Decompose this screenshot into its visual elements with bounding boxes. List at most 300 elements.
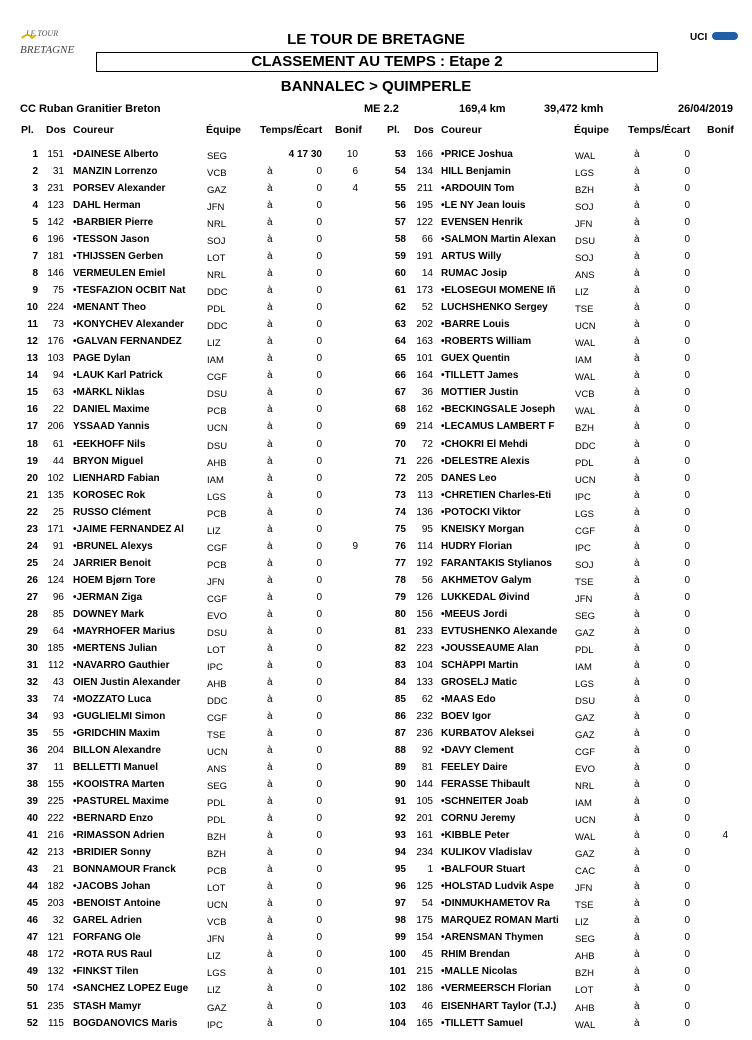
col-pl: Pl. <box>387 124 400 136</box>
row-dossard: 225 <box>47 796 64 808</box>
row-rider-name: SCHÄPPI Martin <box>441 659 519 671</box>
row-rider-name: EISENHART Taylor (T.J.) <box>441 1000 557 1012</box>
row-time: 0 <box>684 762 690 774</box>
row-team: BZH <box>575 968 594 980</box>
row-time-prefix: à <box>267 881 273 893</box>
row-place: 86 <box>394 710 406 722</box>
row-dossard: 61 <box>52 438 64 450</box>
row-team: PDL <box>575 457 594 469</box>
row-time-prefix: à <box>634 591 640 603</box>
row-place: 18 <box>26 438 38 450</box>
row-dossard: 25 <box>52 506 64 518</box>
row-team: DDC <box>207 321 228 333</box>
row-place: 90 <box>394 779 406 791</box>
row-time: 0 <box>684 455 690 467</box>
row-time-prefix: à <box>267 319 273 331</box>
row-team: VCB <box>207 917 227 929</box>
row-place: 17 <box>26 421 38 433</box>
row-rider-name: BONNAMOUR Franck <box>73 864 176 876</box>
row-team: BZH <box>575 185 594 197</box>
row-place: 38 <box>26 779 38 791</box>
row-dossard: 101 <box>416 353 433 365</box>
row-time: 0 <box>316 864 322 876</box>
row-time-prefix: à <box>267 370 273 382</box>
row-team: GAZ <box>575 712 595 724</box>
row-place: 65 <box>394 353 406 365</box>
row-rider-name: BOGDANOVICS Maris <box>73 1017 178 1029</box>
row-rider-name: •MENANT Theo <box>73 302 146 314</box>
row-time: 0 <box>316 745 322 757</box>
row-time: 0 <box>316 302 322 314</box>
row-dossard: 123 <box>47 200 64 212</box>
row-team: CGF <box>207 542 228 554</box>
row-time: 0 <box>684 745 690 757</box>
row-dossard: 103 <box>47 353 64 365</box>
row-rider-name: •ARDOUIN Tom <box>441 183 515 195</box>
row-time-prefix: à <box>267 813 273 825</box>
row-rider-name: GUEX Quentin <box>441 353 510 365</box>
row-time-prefix: à <box>634 659 640 671</box>
row-dossard: 174 <box>47 983 64 995</box>
row-place: 53 <box>394 149 406 160</box>
row-dossard: 201 <box>416 813 433 825</box>
row-time-prefix: à <box>267 762 273 774</box>
row-dossard: 72 <box>421 438 433 450</box>
row-place: 61 <box>394 285 406 297</box>
row-rider-name: FEELEY Daire <box>441 762 508 774</box>
row-time-prefix: à <box>634 625 640 637</box>
row-dossard: 55 <box>52 728 64 740</box>
row-time-prefix: à <box>634 302 640 314</box>
row-team: JFN <box>575 219 593 231</box>
row-time: 0 <box>316 353 322 365</box>
row-dossard: 44 <box>52 455 64 467</box>
row-time: 0 <box>684 353 690 365</box>
row-rider-name: EVENSEN Henrik <box>441 217 523 229</box>
row-time-prefix: à <box>267 847 273 859</box>
row-dossard: 73 <box>52 319 64 331</box>
row-time: 0 <box>316 728 322 740</box>
row-time-prefix: à <box>634 864 640 876</box>
row-time-prefix: à <box>267 591 273 603</box>
row-rider-name: •GUGLIELMI Simon <box>73 710 166 722</box>
row-time: 0 <box>316 915 322 927</box>
row-rider-name: LUKKEDAL Øivind <box>441 591 530 603</box>
row-team: WAL <box>575 832 596 844</box>
row-place: 14 <box>26 370 38 382</box>
row-place: 89 <box>394 762 406 774</box>
row-place: 63 <box>394 319 406 331</box>
row-time: 0 <box>684 370 690 382</box>
row-team: PDL <box>207 798 226 810</box>
row-time-prefix: à <box>634 455 640 467</box>
row-rider-name: •CHOKRI El Mehdi <box>441 438 528 450</box>
row-time: 0 <box>684 506 690 518</box>
row-time-prefix: à <box>267 608 273 620</box>
row-time-prefix: à <box>267 949 273 961</box>
row-place: 30 <box>26 642 38 654</box>
row-time: 0 <box>316 932 322 944</box>
row-rider-name: CORNU Jeremy <box>441 813 516 825</box>
row-dossard: 125 <box>416 881 433 893</box>
row-rider-name: •LAUK Karl Patrick <box>73 370 163 382</box>
row-time: 0 <box>316 1000 322 1012</box>
row-rider-name: MARQUEZ ROMAN Marti <box>441 915 559 927</box>
row-time-prefix: à <box>634 966 640 978</box>
row-dossard: 104 <box>416 659 433 671</box>
row-time: 0 <box>684 847 690 859</box>
row-dossard: 235 <box>47 1000 64 1012</box>
row-dossard: 173 <box>416 285 433 297</box>
row-place: 87 <box>394 728 406 740</box>
row-dossard: 161 <box>416 830 433 842</box>
row-time-prefix: à <box>267 404 273 416</box>
row-time: 0 <box>316 234 322 246</box>
row-time: 0 <box>316 268 322 280</box>
row-dossard: 233 <box>416 625 433 637</box>
row-time: 0 <box>316 217 322 229</box>
row-time: 0 <box>316 540 322 552</box>
row-place: 62 <box>394 302 406 314</box>
row-dossard: 105 <box>416 796 433 808</box>
row-place: 96 <box>394 881 406 893</box>
row-dossard: 93 <box>52 710 64 722</box>
row-dossard: 164 <box>416 370 433 382</box>
row-bonif: 10 <box>346 149 358 160</box>
row-rider-name: •DINMUKHAMETOV Ra <box>441 898 550 910</box>
row-team: ANS <box>207 764 227 776</box>
row-team: GAZ <box>207 185 227 197</box>
row-time: 0 <box>316 898 322 910</box>
row-team: PCB <box>207 866 227 878</box>
row-team: SEG <box>575 610 596 622</box>
row-rider-name: •JACOBS Johan <box>73 881 151 893</box>
row-dossard: 133 <box>416 676 433 688</box>
col-bonif: Bonif <box>335 124 362 136</box>
row-rider-name: •BALFOUR Stuart <box>441 864 526 876</box>
row-team: DSU <box>207 389 228 401</box>
row-time-prefix: à <box>634 540 640 552</box>
row-time: 0 <box>316 472 322 484</box>
row-dossard: 236 <box>416 728 433 740</box>
row-time-prefix: à <box>634 489 640 501</box>
row-time: 0 <box>684 676 690 688</box>
row-place: 36 <box>26 745 38 757</box>
row-dossard: 142 <box>47 217 64 229</box>
row-place: 49 <box>26 966 38 978</box>
row-dossard: 121 <box>47 932 64 944</box>
row-rider-name: STASH Mamyr <box>73 1000 142 1012</box>
row-time: 0 <box>684 438 690 450</box>
row-team: GAZ <box>575 730 595 742</box>
row-dossard: 165 <box>416 1017 433 1029</box>
row-dossard: 192 <box>416 557 433 569</box>
row-dossard: 156 <box>416 608 433 620</box>
row-place: 15 <box>26 387 38 399</box>
row-time: 0 <box>684 710 690 722</box>
row-rider-name: FERASSE Thibault <box>441 779 530 791</box>
stage-distance: 169,4 km <box>459 103 506 115</box>
page-title: LE TOUR DE BRETAGNE <box>287 31 465 48</box>
row-time-prefix: à <box>634 693 640 705</box>
row-time: 0 <box>316 421 322 433</box>
row-place: 46 <box>26 915 38 927</box>
row-place: 74 <box>394 506 406 518</box>
row-time: 0 <box>684 813 690 825</box>
row-time-prefix: à <box>634 745 640 757</box>
row-dossard: 182 <box>47 881 64 893</box>
row-team: GAZ <box>575 849 595 861</box>
row-time-prefix: à <box>634 762 640 774</box>
row-rider-name: BRYON Miguel <box>73 455 144 467</box>
row-time: 0 <box>684 966 690 978</box>
row-time-prefix: à <box>634 779 640 791</box>
row-dossard: 114 <box>417 540 433 552</box>
row-place: 7 <box>32 251 38 263</box>
row-dossard: 74 <box>52 693 64 705</box>
row-team: JFN <box>575 593 593 605</box>
row-time: 0 <box>684 898 690 910</box>
row-dossard: 231 <box>47 183 64 195</box>
row-time-prefix: à <box>267 200 273 212</box>
row-time: 0 <box>684 336 690 348</box>
row-time-prefix: à <box>267 983 273 995</box>
row-place: 32 <box>26 676 38 688</box>
row-team: AHB <box>207 457 227 469</box>
row-time-prefix: à <box>267 898 273 910</box>
row-dossard: 1 <box>427 864 433 876</box>
row-time: 0 <box>684 642 690 654</box>
row-place: 19 <box>26 455 38 467</box>
row-time-prefix: à <box>267 830 273 842</box>
row-time: 0 <box>684 149 690 160</box>
row-dossard: 136 <box>416 506 433 518</box>
row-time-prefix: à <box>267 796 273 808</box>
row-team: NRL <box>575 781 595 793</box>
row-rider-name: •TILLETT Samuel <box>441 1017 523 1029</box>
row-place: 5 <box>32 217 38 229</box>
row-bonif: 4 <box>722 830 728 842</box>
row-time: 0 <box>316 642 322 654</box>
row-time-prefix: à <box>634 710 640 722</box>
row-dossard: 206 <box>47 421 64 433</box>
row-place: 9 <box>32 285 38 297</box>
row-place: 47 <box>26 932 38 944</box>
row-team: IAM <box>575 355 592 367</box>
row-team: LGS <box>575 168 595 180</box>
row-dossard: 91 <box>52 540 64 552</box>
row-dossard: 132 <box>47 966 64 978</box>
row-time: 0 <box>316 523 322 535</box>
row-time-prefix: à <box>634 728 640 740</box>
stage-route: BANNALEC > QUIMPERLE <box>280 78 472 95</box>
row-time-prefix: à <box>634 898 640 910</box>
row-dossard: 112 <box>48 659 64 671</box>
row-time-prefix: à <box>267 864 273 876</box>
row-team: UCN <box>575 321 596 333</box>
row-dossard: 45 <box>421 949 433 961</box>
row-place: 66 <box>394 370 406 382</box>
row-rider-name: •PASTUREL Maxime <box>73 796 169 808</box>
row-dossard: 134 <box>416 166 433 178</box>
row-team: DSU <box>575 695 596 707</box>
row-place: 104 <box>389 1017 406 1029</box>
row-time: 0 <box>684 932 690 944</box>
row-place: 91 <box>394 796 406 808</box>
row-time-prefix: à <box>267 1000 273 1012</box>
row-dossard: 14 <box>421 268 433 280</box>
row-time-prefix: à <box>267 915 273 927</box>
row-time-prefix: à <box>634 438 640 450</box>
row-time: 0 <box>316 438 322 450</box>
row-place: 52 <box>26 1017 38 1029</box>
row-rider-name: •KIBBLE Peter <box>441 830 510 842</box>
row-rider-name: VERMEULEN Emiel <box>73 268 166 280</box>
row-time-prefix: à <box>634 183 640 195</box>
row-team: LIZ <box>207 525 221 537</box>
row-place: 11 <box>27 319 38 331</box>
col-temps: Temps/Écart <box>260 124 323 136</box>
row-time: 0 <box>684 1000 690 1012</box>
row-time-prefix: à <box>267 966 273 978</box>
row-rider-name: •EEKHOFF Nils <box>73 438 146 450</box>
row-rider-name: •DAINESE Alberto <box>73 149 159 160</box>
row-place: 16 <box>26 404 38 416</box>
row-time-prefix: à <box>634 421 640 433</box>
row-dossard: 52 <box>421 302 433 314</box>
row-place: 44 <box>26 881 38 893</box>
row-dossard: 163 <box>416 336 433 348</box>
row-rider-name: •SALMON Martin Alexan <box>441 234 556 246</box>
row-dossard: 155 <box>47 779 64 791</box>
row-time-prefix: à <box>267 693 273 705</box>
row-time: 0 <box>684 387 690 399</box>
row-team: PDL <box>207 304 226 316</box>
row-time: 0 <box>316 166 322 178</box>
row-time-prefix: à <box>267 438 273 450</box>
row-dossard: 223 <box>416 642 433 654</box>
row-place: 59 <box>394 251 406 263</box>
row-dossard: 95 <box>421 523 433 535</box>
row-dossard: 92 <box>421 745 433 757</box>
row-dossard: 203 <box>47 898 64 910</box>
row-place: 51 <box>26 1000 38 1012</box>
row-time-prefix: à <box>634 166 640 178</box>
row-rider-name: AKHMETOV Galym <box>441 574 532 586</box>
row-team: DSU <box>575 236 596 248</box>
row-team: VCB <box>207 168 227 180</box>
row-dossard: 166 <box>416 149 433 160</box>
row-time: 0 <box>684 830 690 842</box>
row-team: LIZ <box>207 338 221 350</box>
row-time: 0 <box>316 183 322 195</box>
row-rider-name: •MERTENS Julian <box>73 642 158 654</box>
row-team: NRL <box>207 219 227 231</box>
row-time-prefix: à <box>267 1017 273 1029</box>
row-rider-name: •RIMASSON Adrien <box>73 830 165 842</box>
row-dossard: 226 <box>416 455 433 467</box>
row-rider-name: HILL Benjamin <box>441 166 511 178</box>
row-time: 0 <box>316 779 322 791</box>
row-time: 0 <box>316 404 322 416</box>
row-team: IAM <box>207 474 224 486</box>
row-time-prefix: à <box>634 608 640 620</box>
row-time: 0 <box>684 693 690 705</box>
row-time: 0 <box>684 183 690 195</box>
row-rider-name: •JOUSSEAUME Alan <box>441 642 539 654</box>
row-dossard: 185 <box>47 642 64 654</box>
row-time-prefix: à <box>267 659 273 671</box>
row-team: PCB <box>207 508 227 520</box>
row-time-prefix: à <box>267 642 273 654</box>
row-time: 0 <box>684 217 690 229</box>
row-place: 81 <box>394 625 406 637</box>
row-rider-name: JARRIER Benoit <box>73 557 151 569</box>
row-place: 60 <box>394 268 406 280</box>
row-team: LGS <box>575 508 595 520</box>
row-time-prefix: à <box>634 796 640 808</box>
row-rider-name: GROŠELJ Matic <box>441 676 518 688</box>
row-place: 48 <box>26 949 38 961</box>
row-rider-name: •ARENSMAN Thymen <box>441 932 544 944</box>
row-rider-name: •GALVAN FERNANDEZ <box>73 336 182 348</box>
row-team: BZH <box>207 849 226 861</box>
row-rider-name: •HOLSTAD Ludvik Aspe <box>441 881 554 893</box>
row-team: CGF <box>207 593 228 605</box>
row-time: 0 <box>316 608 322 620</box>
row-place: 55 <box>394 183 406 195</box>
row-team: BZH <box>575 423 594 435</box>
row-place: 29 <box>26 625 38 637</box>
row-time: 0 <box>684 728 690 740</box>
row-time: 0 <box>684 523 690 535</box>
row-rider-name: •TESFAZION OCBIT Nat <box>73 285 186 297</box>
row-team: TSE <box>575 900 594 912</box>
row-dossard: 102 <box>47 472 64 484</box>
row-time: 0 <box>316 881 322 893</box>
row-dossard: 66 <box>421 234 433 246</box>
row-time-prefix: à <box>267 166 273 178</box>
row-place: 77 <box>394 557 406 569</box>
row-place: 26 <box>26 574 38 586</box>
row-place: 69 <box>394 421 406 433</box>
row-time: 0 <box>684 302 690 314</box>
row-dossard: 21 <box>52 864 64 876</box>
row-time-prefix: à <box>267 779 273 791</box>
row-rider-name: PAGE Dylan <box>73 353 131 365</box>
row-place: 71 <box>394 455 406 467</box>
row-dossard: 56 <box>421 574 433 586</box>
row-team: IAM <box>575 661 592 673</box>
row-rider-name: •BARBIER Pierre <box>73 217 154 229</box>
row-place: 28 <box>26 608 38 620</box>
row-place: 85 <box>394 693 406 705</box>
row-rider-name: HOEM Bjørn Tore <box>73 574 156 586</box>
row-rider-name: FARANTAKIS Stylianos <box>441 557 552 569</box>
row-rider-name: •DELESTRE Alexis <box>441 455 530 467</box>
row-place: 31 <box>26 659 38 671</box>
row-dossard: 172 <box>47 949 64 961</box>
row-team: WAL <box>575 372 596 384</box>
row-dossard: 64 <box>52 625 64 637</box>
row-dossard: 126 <box>416 591 433 603</box>
row-team: DDC <box>207 287 228 299</box>
row-team: GAZ <box>575 627 595 639</box>
race-date: 26/04/2019 <box>678 103 734 115</box>
row-place: 78 <box>394 574 406 586</box>
row-team: SOJ <box>207 236 226 248</box>
col-temps: Temps/Écart <box>628 124 691 136</box>
